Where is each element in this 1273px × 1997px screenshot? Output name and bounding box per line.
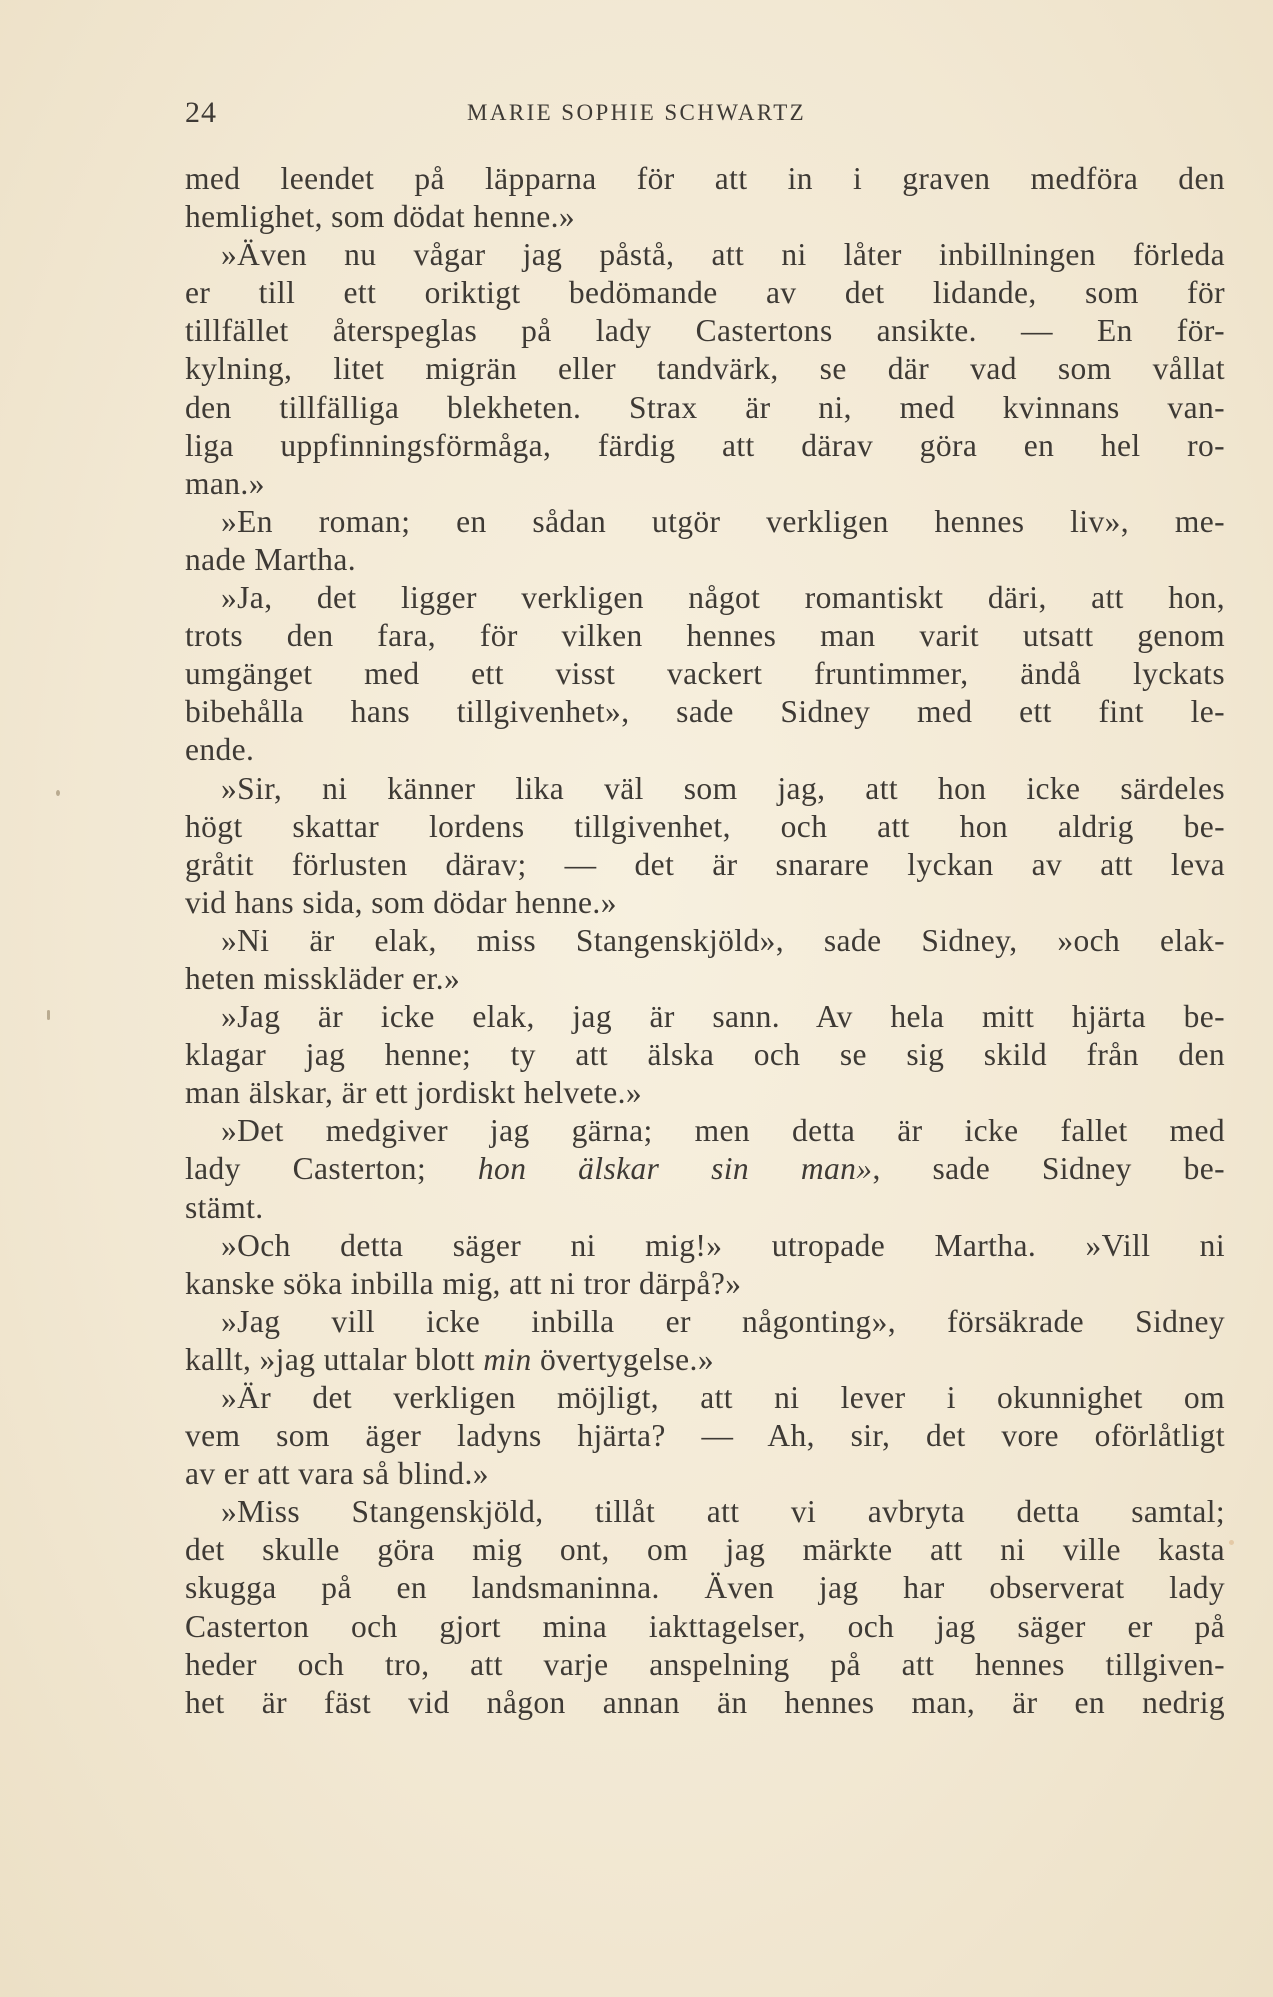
text-line: klagar jag henne; ty att älska och se sig skild från den	[185, 1037, 1225, 1073]
text-line: gråtit förlusten därav; — det är snarare lyckan av att leva	[185, 846, 1225, 882]
text-line: bibehålla hans tillgivenhet», sade Sidney med ett fint le-	[185, 694, 1225, 730]
text-line: er till ett oriktigt bedömande av det lidande, som för	[185, 275, 1225, 311]
page-header	[185, 96, 1225, 136]
text-line: »Jag vill icke inbilla er någonting», försäkrade Sidney	[221, 1303, 1225, 1339]
text-segment: övertygelse.»	[539, 1341, 714, 1377]
text-line: umgänget med ett visst vackert fruntimmer, ändå lyckats	[185, 656, 1225, 692]
text-line: »Ja, det ligger verkligen något romantiskt däri, att hon,	[221, 580, 1225, 616]
text-segment: , sade Sidney be-	[872, 1151, 1225, 1187]
text-line: tillfället återspeglas på lady Castertons ansikte. — En för-	[185, 313, 1225, 349]
page-number: 24	[185, 96, 217, 129]
text-line: »Är det verkligen möjligt, att ni lever i okunnighet om	[221, 1380, 1225, 1415]
text-line: »En roman; en sådan utgör verkligen hennes liv», me-	[221, 503, 1225, 539]
text-line: det skulle göra mig ont, om jag märkte att ni ville kasta	[185, 1532, 1225, 1568]
text-line: liga uppfinningsförmåga, färdig att därav göra en hel ro-	[185, 427, 1225, 463]
text-line: med leendet på läpparna för att in i graven medföra den	[185, 161, 1225, 196]
text-line: hemlighet, som dödat henne.»	[185, 199, 575, 235]
text-segment: lady Casterton;	[185, 1151, 427, 1187]
body-text	[185, 160, 1225, 1722]
text-line: »Miss Stangenskjöld, tillåt att vi avbryta detta samtal;	[221, 1494, 1225, 1530]
text-line: högt skattar lordens tillgivenhet, och att hon aldrig be-	[185, 808, 1225, 844]
text-line: »Ni är elak, miss Stangenskjöld», sade Sidney, »och elak-	[221, 922, 1225, 958]
text-line: »Jag är icke elak, jag är sann. Av hela mitt hjärta be-	[221, 999, 1225, 1035]
text-line: nade Martha.	[185, 541, 356, 577]
text-line: »Sir, ni känner lika väl som jag, att hon icke särdeles	[221, 770, 1225, 806]
text-line: av er att vara så blind.»	[185, 1456, 489, 1492]
text-line: »Även nu vågar jag påstå, att ni låter inbillningen förleda	[221, 237, 1225, 273]
text-line: kylning, litet migrän eller tandvärk, se där vad som vållat	[185, 351, 1225, 387]
text-line: vid hans sida, som dödar henne.»	[185, 884, 617, 920]
text-line: heder och tro, att varje anspelning på att hennes tillgiven-	[185, 1646, 1225, 1682]
paper-speck	[56, 790, 60, 796]
text-line: trots den fara, för vilken hennes man varit utsatt genom	[185, 618, 1225, 654]
text-line: man älskar, är ett jordiskt helvete.»	[185, 1075, 643, 1111]
text-line: man.»	[185, 465, 265, 501]
running-head: MARIE SOPHIE SCHWARTZ	[467, 100, 807, 125]
italic-text: min	[483, 1341, 532, 1377]
paper-speck	[1229, 1540, 1234, 1545]
italic-text: hon älskar sin man»	[477, 1151, 873, 1187]
text-line: Casterton och gjort mina iakttagelser, och jag säger er på	[185, 1608, 1225, 1644]
text-line: den tillfälliga blekheten. Strax är ni, med kvinnans van-	[185, 389, 1225, 425]
text-line: »Och detta säger ni mig!» utropade Martha. »Vill ni	[221, 1227, 1225, 1263]
text-line: ende.	[185, 732, 255, 768]
text-line-mixed	[185, 1341, 1225, 1379]
text-line: skugga på en landsmaninna. Även jag har observerat lady	[185, 1570, 1225, 1606]
text-line: kanske söka inbilla mig, att ni tror därpå?»	[185, 1265, 742, 1301]
text-line: heten misskläder er.»	[185, 960, 461, 996]
text-line: vem som äger ladyns hjärta? — Ah, sir, det vore oförlåtligt	[185, 1418, 1225, 1454]
text-segment: kallt, »jag uttalar blott	[185, 1341, 475, 1377]
text-line-mixed	[185, 1150, 1225, 1188]
text-line: »Det medgiver jag gärna; men detta är icke fallet med	[221, 1113, 1225, 1149]
text-line: stämt.	[185, 1189, 264, 1225]
paper-speck	[47, 1010, 50, 1020]
text-line: het är fäst vid någon annan än hennes man, är en nedrig	[185, 1684, 1225, 1720]
